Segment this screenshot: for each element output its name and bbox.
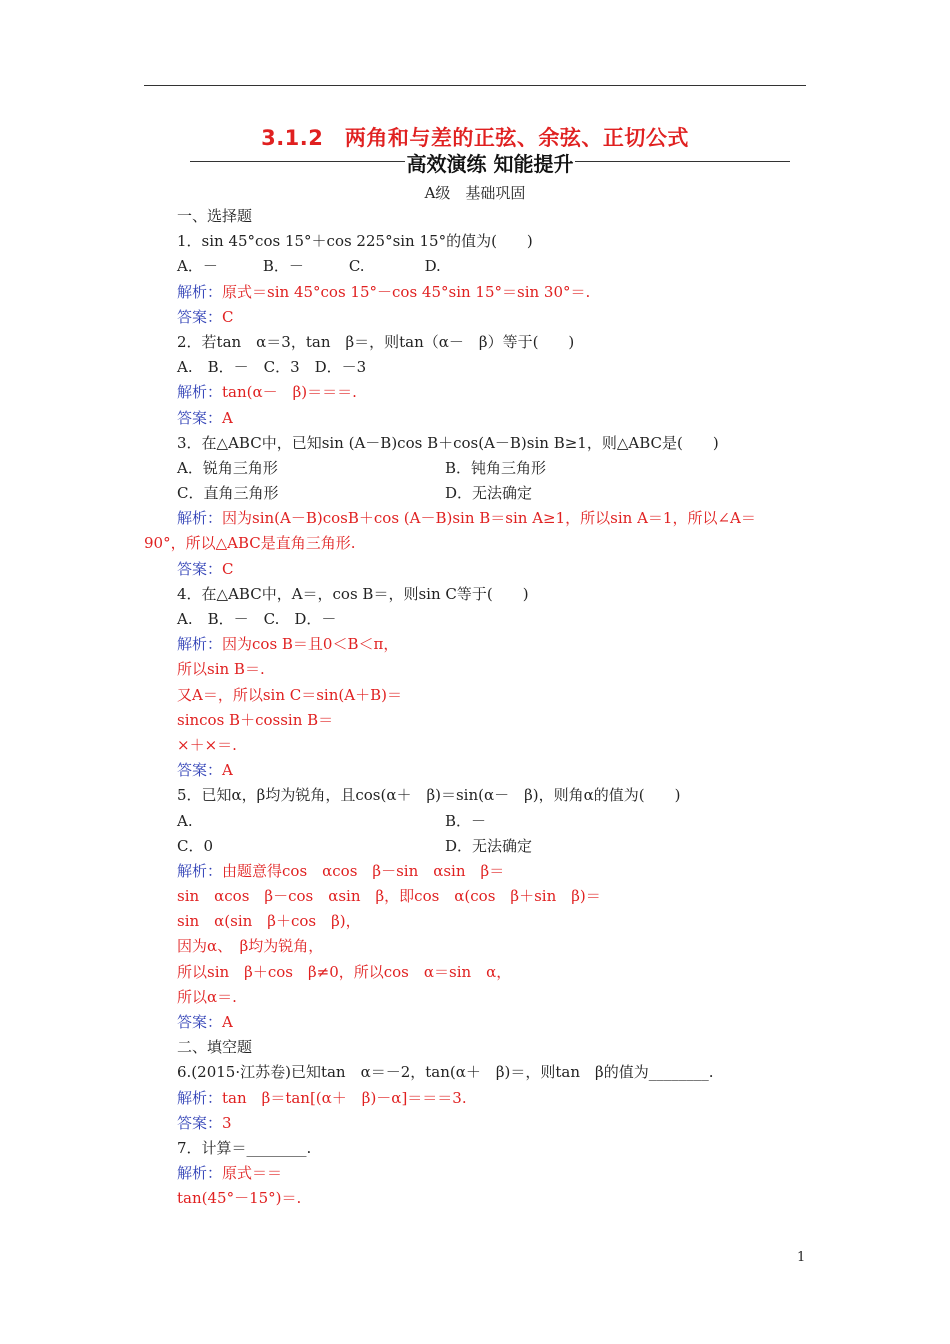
line-text: sin αcos β－cos αsin β，即cos α(cos β＋sin β)＝ [177,887,601,906]
option-right: B．钝角三角形 [445,458,547,477]
line-text: A．－ B．－ C. D. [177,257,441,276]
content-line [144,481,814,506]
content-line [144,607,814,632]
level-heading: A级 基础巩固 [424,184,526,202]
content-line [144,380,814,405]
content-line [144,708,814,733]
line-text [177,635,398,653]
line-body: A [222,408,233,427]
answer-label: 答案： [177,307,223,326]
content-line [144,960,814,985]
content-line [144,456,814,481]
line-text: 1．sin 45°cos 15°＋cos 225°sin 15°的值为( ) [177,232,533,251]
answer-label: 答案： [177,1113,223,1132]
line-text: A．锐角三角形 [177,458,278,477]
content-line [144,229,814,254]
content-line [144,809,814,834]
content-line [144,758,814,783]
page-number: 1 [797,1250,806,1265]
line-text: C．直角三角形 [177,484,279,503]
content-line [144,884,814,909]
answer-label: 答案： [177,1013,223,1031]
content-line [144,1161,814,1186]
content-line [144,859,814,884]
line-body: 3 [222,1113,232,1132]
content-line [144,683,814,708]
line-text: 7．计算＝________. [177,1138,312,1157]
content-line [144,1086,814,1111]
content-line [144,531,814,556]
content-line [144,985,814,1010]
line-text: 又A＝，所以sin C＝sin(A＋B)＝ [177,685,402,704]
line-text: 6.(2015·江苏卷)已知tan α＝－2，tan(α＋ β)＝，则tan β的值为________. [177,1063,714,1082]
line-text: 2．若tan α＝3，tan β＝，则tan（α－ β）等于( ) [177,332,575,351]
line-body: 原式＝＝ [222,1164,283,1183]
line-body: C [222,559,234,578]
answer-label: 答案： [177,559,223,578]
content-line [144,783,814,808]
solution-label: 解析： [177,1088,223,1107]
content-line [144,582,814,607]
subtitle-text: 高效演练 知能提升 [406,152,574,176]
line-text [177,509,756,527]
solution-label: 解析： [177,282,223,301]
content-line [144,1060,814,1085]
line-body: C [222,307,234,326]
line-text [177,1164,282,1182]
option-right: D．无法确定 [445,484,533,503]
solution-label: 解析： [177,1164,223,1183]
content-line [144,934,814,959]
line-body: tan β＝tan[(α＋ β)－α]＝＝＝3. [222,1088,467,1107]
content-line [144,305,814,330]
subtitle-banner [190,148,790,176]
line-text: sin α(sin β＋cos β)， [177,912,361,931]
line-text [177,761,233,779]
line-body: 由题意得cos αcos β－sin αsin β＝ [222,861,505,880]
line-text: 所以α＝. [177,987,237,1006]
line-text: tan(45°－15°)＝. [177,1189,302,1208]
exercise-content [144,204,814,1212]
line-text: 3．在△ABC中，已知sin (A－B)cos B＋cos(A－B)sin B≥1，则△ABC是( ) [177,433,719,452]
line-text: 二、填空题 [177,1038,253,1057]
line-text: sincos B＋cossin B＝ [177,710,334,729]
content-line [144,632,814,657]
content-line [144,733,814,758]
line-text [177,862,504,880]
line-text: 4．在△ABC中，A＝，cos B＝，则sin C等于( ) [177,584,529,603]
line-text: 因为α、 β均为锐角， [177,937,324,956]
line-text: 5．已知α，β均为锐角，且cos(α＋ β)＝sin(α－ β)，则角α的值为( ) [177,786,681,805]
line-text: 所以sin B＝. [177,660,265,679]
line-text [177,1114,232,1132]
content-line [144,406,814,431]
content-line [144,1136,814,1161]
line-body: 因为cos B＝且0＜B＜π， [222,635,399,654]
line-text [177,383,357,401]
solution-label: 解析： [177,635,223,654]
content-line [144,431,814,456]
content-line [144,1035,814,1060]
solution-label: 解析： [177,383,223,402]
line-text [177,1089,467,1107]
line-text: ×＋×＝. [177,735,237,754]
content-line [144,909,814,934]
line-body: A [222,761,233,780]
option-right: B．－ [445,811,487,830]
line-body: A [222,1013,233,1031]
line-body: tan(α－ β)＝＝＝. [222,383,357,402]
content-line [144,557,814,582]
line-text: 一、选择题 [177,207,253,225]
line-text [177,283,590,301]
content-line [144,204,814,229]
solution-label: 解析： [177,861,223,880]
line-text [177,409,233,427]
page-title: 3.1.2 两角和与差的正弦、余弦、正切公式 [261,126,689,150]
content-line [144,834,814,859]
content-line [144,280,814,305]
content-line [144,330,814,355]
solution-label: 解析： [177,509,223,528]
line-text: C．0 [177,836,214,855]
content-line [144,1111,814,1136]
answer-label: 答案： [177,761,223,780]
line-text: A. [177,811,193,830]
header-rule [144,85,806,86]
content-line [144,657,814,682]
line-text [177,308,234,326]
content-line [144,355,814,380]
line-text: A. B．－ C. D．－ [177,610,337,628]
content-line [144,1010,814,1035]
line-text [177,560,234,578]
content-line [144,506,814,531]
line-body: 因为sin(A－B)cosB＋cos (A－B)sin B＝sin A≥1，所以sin A＝1，所以∠A＝ [222,509,756,528]
subtitle [190,148,790,177]
line-text [177,1013,233,1031]
line-text: 所以sin β＋cos β≠0，所以cos α＝sin α， [177,962,512,981]
content-line [144,254,814,279]
line-text: 90°，所以△ABC是直角三角形. [144,534,356,553]
line-body: 原式＝sin 45°cos 15°－cos 45°sin 15°＝sin 30°＝. [222,282,591,301]
option-right: D．无法确定 [445,836,533,855]
answer-label: 答案： [177,408,223,427]
content-line [144,1186,814,1211]
line-text: A. B．－ C．3 D．－3 [177,358,367,377]
